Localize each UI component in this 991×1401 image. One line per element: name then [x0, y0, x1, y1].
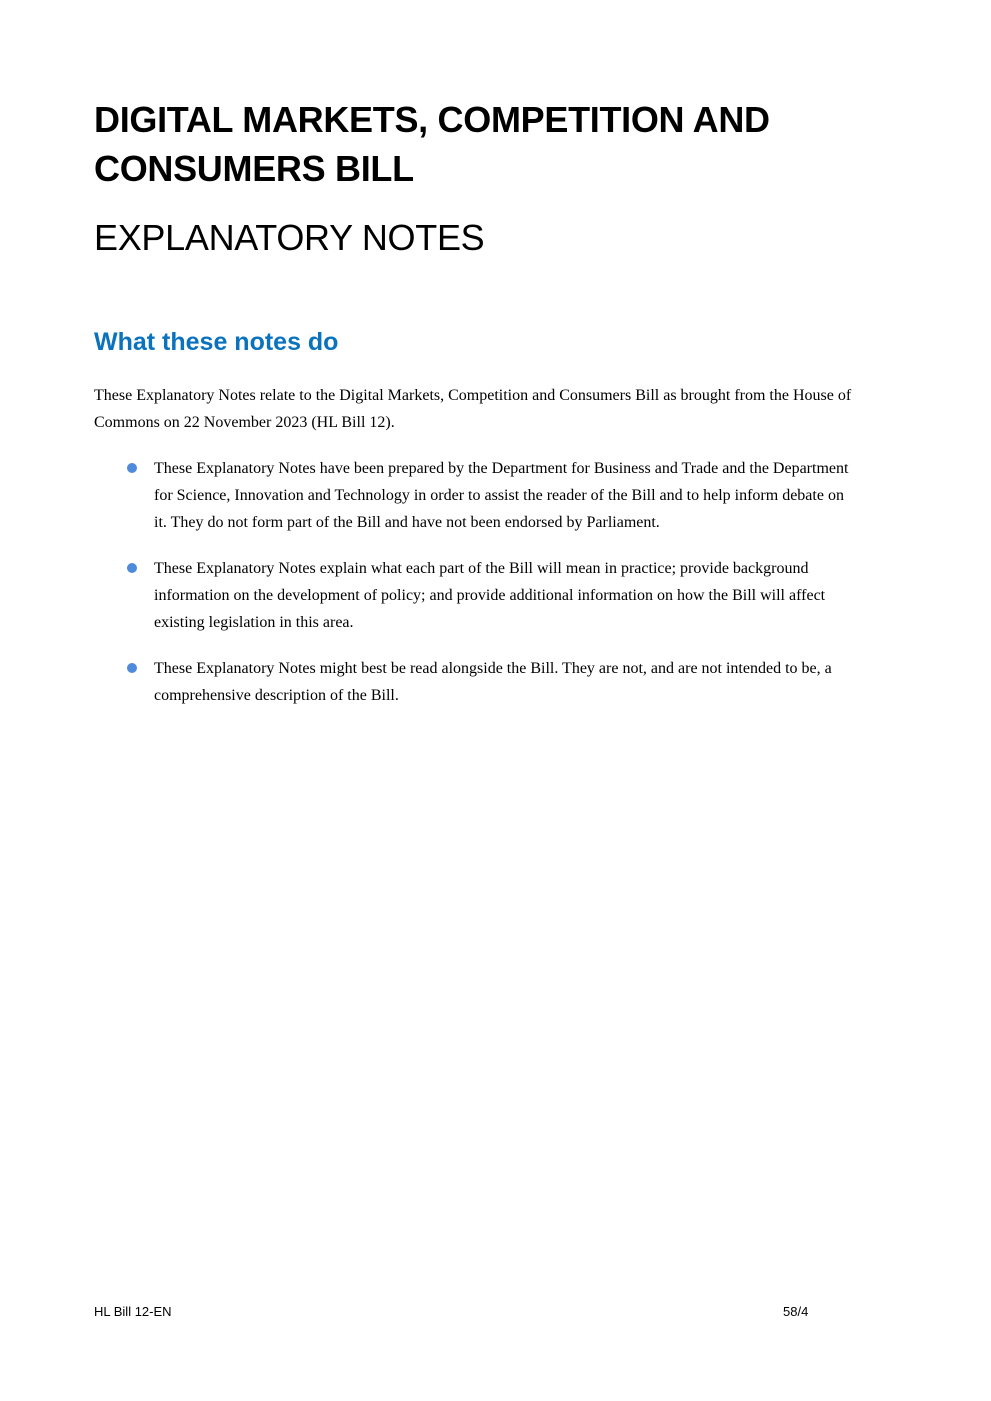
bullet-text: These Explanatory Notes might best be read alongside the Bill. They are not, and are not intended to be, a comprehensive description of the Bill.: [154, 660, 832, 704]
footer-reference: HL Bill 12-EN: [94, 1304, 172, 1319]
bullet-icon: [127, 663, 137, 673]
bullet-text: These Explanatory Notes explain what each part of the Bill will mean in practice; provide background information on the development of policy; and provide additional information on how the Bill will affect existing legislation in this area.: [154, 560, 826, 631]
document-subtitle: EXPLANATORY NOTES: [94, 217, 485, 258]
bullet-item: [126, 455, 856, 536]
intro-paragraph: These Explanatory Notes relate to the Digital Markets, Competition and Consumers Bill as brought from the House of Commons on 22 November 2023 (HL Bill 12).: [94, 387, 852, 431]
bullet-item: [126, 555, 856, 636]
bullet-icon: [127, 463, 137, 473]
bullet-text: These Explanatory Notes have been prepared by the Department for Business and Trade and the Department for Science, Innovation and Technology in order to assist the reader of the Bill and to help inform debate on it. They do not form part of the Bill and have not been endorsed by Parliament.: [154, 460, 849, 531]
bullet-icon: [127, 563, 137, 573]
bullet-item: [126, 655, 856, 709]
bullet-list: [126, 455, 856, 728]
document-title: DIGITAL MARKETS, COMPETITION AND CONSUMERS BILL: [94, 99, 770, 189]
section-heading: What these notes do: [94, 328, 339, 356]
footer-page-code: 58/4: [783, 1304, 809, 1319]
